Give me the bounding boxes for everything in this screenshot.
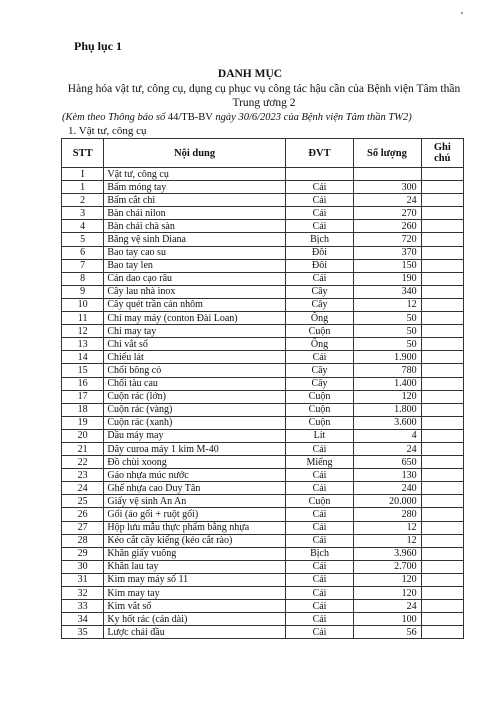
row-quantity: 56 — [354, 626, 421, 639]
row-stt: 11 — [62, 312, 104, 325]
row-quantity: 12 — [354, 534, 421, 547]
row-content: Gối (áo gối + ruột gối) — [104, 508, 285, 521]
table-row — [62, 508, 464, 521]
table-row — [62, 325, 464, 338]
row-stt: 28 — [62, 534, 104, 547]
row-notes — [421, 298, 463, 311]
row-content: Cuộn rác (xanh) — [104, 416, 285, 429]
table-row — [62, 364, 464, 377]
row-unit: Cây — [285, 285, 353, 298]
row-unit: Cuộn — [285, 403, 353, 416]
row-notes — [421, 312, 463, 325]
row-unit: Cây — [285, 377, 353, 390]
row-quantity: 120 — [354, 573, 421, 586]
row-quantity: 50 — [354, 338, 421, 351]
table-row — [62, 298, 464, 311]
row-stt: 20 — [62, 429, 104, 442]
row-content: Kim may tay — [104, 587, 285, 600]
row-stt: 32 — [62, 587, 104, 600]
row-quantity: 2.700 — [354, 560, 421, 573]
row-notes — [421, 364, 463, 377]
table-row — [62, 547, 464, 560]
row-unit: Cái — [285, 220, 353, 233]
row-stt: 3 — [62, 207, 104, 220]
row-content: Ky hốt rác (cán dài) — [104, 613, 285, 626]
row-content: Cuộn rác (lớn) — [104, 390, 285, 403]
row-quantity: 130 — [354, 469, 421, 482]
row-notes — [421, 285, 463, 298]
table-row — [62, 600, 464, 613]
row-unit: Cái — [285, 207, 353, 220]
row-quantity: 120 — [354, 390, 421, 403]
row-notes — [421, 272, 463, 285]
row-stt: 5 — [62, 233, 104, 246]
row-content: Ghế nhựa cao Duy Tân — [104, 482, 285, 495]
row-notes — [421, 626, 463, 639]
row-quantity: 1.900 — [354, 351, 421, 364]
row-unit: Cái — [285, 573, 353, 586]
supplies-table — [61, 138, 464, 639]
row-quantity: 50 — [354, 312, 421, 325]
row-content: Chổi bông cỏ — [104, 364, 285, 377]
row-content: Khăn giấy vuông — [104, 547, 285, 560]
row-stt: 2 — [62, 194, 104, 207]
table-row — [62, 207, 464, 220]
row-content: Vật tư, công cụ — [104, 168, 285, 181]
row-content: Bàn chải nilon — [104, 207, 285, 220]
row-content: Kim may máy số 11 — [104, 573, 285, 586]
row-stt: 22 — [62, 456, 104, 469]
row-unit: Ống — [285, 338, 353, 351]
row-notes — [421, 547, 463, 560]
row-quantity: 150 — [354, 259, 421, 272]
row-stt: 8 — [62, 272, 104, 285]
row-unit: Cái — [285, 521, 353, 534]
row-stt: 21 — [62, 442, 104, 455]
row-quantity: 260 — [354, 220, 421, 233]
row-content: Bấm móng tay — [104, 181, 285, 194]
table-row — [62, 338, 464, 351]
table-row — [62, 377, 464, 390]
row-unit: Cây — [285, 298, 353, 311]
row-stt: 6 — [62, 246, 104, 259]
scan-speck — [461, 12, 463, 14]
table-row — [62, 416, 464, 429]
table-row — [62, 390, 464, 403]
table-row — [62, 587, 464, 600]
table-row — [62, 233, 464, 246]
table-header-row — [62, 139, 464, 168]
row-stt: 26 — [62, 508, 104, 521]
row-quantity: 120 — [354, 587, 421, 600]
row-notes — [421, 207, 463, 220]
row-unit: Cái — [285, 508, 353, 521]
row-content: Giấy vệ sinh An An — [104, 495, 285, 508]
row-notes — [421, 246, 463, 259]
table-row — [62, 181, 464, 194]
row-content: Cuộn rác (vàng) — [104, 403, 285, 416]
section-heading: 1. Vật tư, công cụ — [68, 125, 147, 137]
row-stt: 25 — [62, 495, 104, 508]
row-content: Chỉ may tay — [104, 325, 285, 338]
table-row — [62, 573, 464, 586]
row-quantity: 280 — [354, 508, 421, 521]
header-content: Nội dung — [104, 139, 285, 168]
row-quantity: 50 — [354, 325, 421, 338]
row-stt: 15 — [62, 364, 104, 377]
row-notes — [421, 429, 463, 442]
row-stt: 29 — [62, 547, 104, 560]
row-unit: Cái — [285, 626, 353, 639]
row-stt: 18 — [62, 403, 104, 416]
row-notes — [421, 534, 463, 547]
row-quantity: 370 — [354, 246, 421, 259]
row-quantity: 300 — [354, 181, 421, 194]
row-content: Dầu máy may — [104, 429, 285, 442]
appendix-label: Phụ lục 1 — [74, 39, 123, 53]
row-content: Bàn chải chà sàn — [104, 220, 285, 233]
row-unit: Cái — [285, 469, 353, 482]
row-content: Đồ chùi xoong — [104, 456, 285, 469]
row-stt: 4 — [62, 220, 104, 233]
row-stt: 24 — [62, 482, 104, 495]
row-notes — [421, 377, 463, 390]
row-notes — [421, 325, 463, 338]
table-row — [62, 469, 464, 482]
row-unit: Cái — [285, 613, 353, 626]
row-unit: Cái — [285, 587, 353, 600]
row-stt: 23 — [62, 469, 104, 482]
row-quantity: 100 — [354, 613, 421, 626]
header-quantity: Số lượng — [354, 139, 421, 168]
document-title: DANH MỤC — [217, 68, 283, 80]
row-unit: Bịch — [285, 547, 353, 560]
note-suffix: ngày 30/6/2023 của Bệnh viện Tâm thần TW2) — [212, 112, 412, 123]
row-stt: 10 — [62, 298, 104, 311]
row-quantity: 650 — [354, 456, 421, 469]
row-notes — [421, 508, 463, 521]
row-quantity: 780 — [354, 364, 421, 377]
row-content: Chiếu lát — [104, 351, 285, 364]
row-stt: 35 — [62, 626, 104, 639]
row-notes — [421, 495, 463, 508]
row-unit: Cái — [285, 194, 353, 207]
row-unit: Đôi — [285, 259, 353, 272]
row-notes — [421, 613, 463, 626]
table-row — [62, 429, 464, 442]
table-row — [62, 560, 464, 573]
row-notes — [421, 560, 463, 573]
row-notes — [421, 573, 463, 586]
row-quantity: 12 — [354, 298, 421, 311]
row-quantity: 190 — [354, 272, 421, 285]
row-unit: Cuộn — [285, 325, 353, 338]
row-content: Băng vệ sinh Diana — [104, 233, 285, 246]
row-notes — [421, 338, 463, 351]
row-unit: Cái — [285, 181, 353, 194]
row-content: Kéo cắt cây kiểng (kéo cắt rào) — [104, 534, 285, 547]
row-unit: Cái — [285, 442, 353, 455]
row-notes — [421, 600, 463, 613]
row-stt: 34 — [62, 613, 104, 626]
row-stt: I — [62, 168, 104, 181]
row-quantity: 12 — [354, 521, 421, 534]
row-notes — [421, 587, 463, 600]
row-content: Bao tay len — [104, 259, 285, 272]
row-stt: 16 — [62, 377, 104, 390]
row-stt: 33 — [62, 600, 104, 613]
row-notes — [421, 482, 463, 495]
note-prefix: (Kèm theo Thông báo số — [62, 112, 168, 123]
row-quantity: 240 — [354, 482, 421, 495]
row-stt: 14 — [62, 351, 104, 364]
table-row — [62, 495, 464, 508]
row-notes — [421, 220, 463, 233]
row-stt: 17 — [62, 390, 104, 403]
row-quantity: 4 — [354, 429, 421, 442]
row-stt: 31 — [62, 573, 104, 586]
row-quantity: 24 — [354, 194, 421, 207]
row-content: Chổi tàu cau — [104, 377, 285, 390]
row-notes — [421, 351, 463, 364]
row-unit: Ống — [285, 312, 353, 325]
note-number: 44/TB-BV — [167, 112, 213, 123]
row-unit: Lít — [285, 429, 353, 442]
row-notes — [421, 259, 463, 272]
row-unit: Cái — [285, 272, 353, 285]
row-notes — [421, 194, 463, 207]
row-unit: Cái — [285, 560, 353, 573]
row-content: Gáo nhựa múc nước — [104, 469, 285, 482]
row-notes — [421, 521, 463, 534]
row-unit: Đôi — [285, 246, 353, 259]
row-quantity: 270 — [354, 207, 421, 220]
row-quantity: 1.400 — [354, 377, 421, 390]
row-content: Bao tay cao su — [104, 246, 285, 259]
row-unit: Bịch — [285, 233, 353, 246]
row-content: Kim vắt sổ — [104, 600, 285, 613]
header-stt: STT — [62, 139, 104, 168]
table-row — [62, 521, 464, 534]
row-unit — [285, 168, 353, 181]
row-unit: Cái — [285, 351, 353, 364]
row-quantity: 340 — [354, 285, 421, 298]
row-notes — [421, 390, 463, 403]
row-unit: Cái — [285, 600, 353, 613]
row-content: Cán dao cạo râu — [104, 272, 285, 285]
table-row — [62, 626, 464, 639]
row-unit: Cái — [285, 482, 353, 495]
table-row — [62, 482, 464, 495]
row-quantity: 3.600 — [354, 416, 421, 429]
row-unit: Cái — [285, 534, 353, 547]
row-quantity: 3.960 — [354, 547, 421, 560]
table-row — [62, 312, 464, 325]
row-notes — [421, 442, 463, 455]
row-stt: 13 — [62, 338, 104, 351]
row-notes — [421, 181, 463, 194]
row-quantity: 720 — [354, 233, 421, 246]
table-row — [62, 220, 464, 233]
table-row — [62, 456, 464, 469]
row-content: Cây lau nhà inox — [104, 285, 285, 298]
row-stt: 19 — [62, 416, 104, 429]
table-row — [62, 403, 464, 416]
row-quantity: 24 — [354, 442, 421, 455]
header-notes — [421, 139, 463, 168]
row-content: Dây curoa máy 1 kim M-40 — [104, 442, 285, 455]
table-row — [62, 272, 464, 285]
header-unit: ĐVT — [285, 139, 353, 168]
table-row — [62, 534, 464, 547]
row-quantity — [354, 168, 421, 181]
table-row — [62, 259, 464, 272]
row-unit: Cuộn — [285, 495, 353, 508]
row-content: Lược chải đầu — [104, 626, 285, 639]
row-unit: Cây — [285, 364, 353, 377]
table-row — [62, 285, 464, 298]
row-notes — [421, 469, 463, 482]
row-content: Chỉ vắt sổ — [104, 338, 285, 351]
row-quantity: 1.800 — [354, 403, 421, 416]
row-stt: 9 — [62, 285, 104, 298]
header-notes-label: Ghi chú — [433, 142, 451, 164]
row-quantity: 20.000 — [354, 495, 421, 508]
table-row — [62, 194, 464, 207]
row-notes — [421, 233, 463, 246]
row-notes — [421, 403, 463, 416]
row-stt: 1 — [62, 181, 104, 194]
row-notes — [421, 416, 463, 429]
table-row — [62, 442, 464, 455]
row-content: Chỉ may máy (conton Đài Loan) — [104, 312, 285, 325]
row-stt: 12 — [62, 325, 104, 338]
row-notes — [421, 168, 463, 181]
table-row — [62, 613, 464, 626]
row-stt: 30 — [62, 560, 104, 573]
document-subtitle: Hàng hóa vật tư, công cụ, dụng cụ phục vụ công tác hậu cần của Bệnh viện Tâm thần Trung ương 2 — [67, 83, 461, 109]
row-unit: Cuộn — [285, 416, 353, 429]
row-stt: 7 — [62, 259, 104, 272]
table-row — [62, 246, 464, 259]
table-row — [62, 351, 464, 364]
row-notes — [421, 456, 463, 469]
row-content: Hộp lưu mẫu thực phẩm bằng nhựa — [104, 521, 285, 534]
table-row — [62, 168, 464, 181]
reference-note — [62, 112, 412, 123]
row-unit: Miếng — [285, 456, 353, 469]
row-content: Cây quét trần cán nhôm — [104, 298, 285, 311]
row-stt: 27 — [62, 521, 104, 534]
row-quantity: 24 — [354, 600, 421, 613]
row-content: Bấm cắt chỉ — [104, 194, 285, 207]
row-unit: Cuộn — [285, 390, 353, 403]
row-content: Khăn lau tay — [104, 560, 285, 573]
